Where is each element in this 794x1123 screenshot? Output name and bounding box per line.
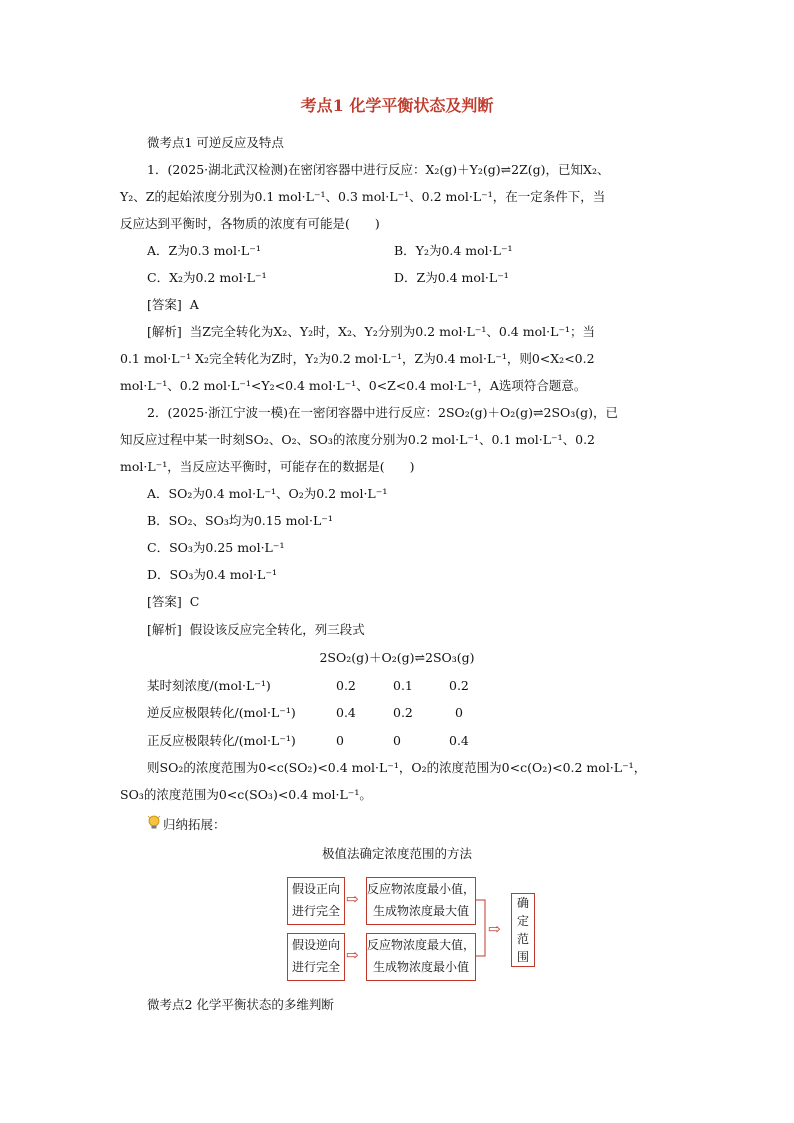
range-char: 定: [516, 914, 529, 928]
q2-row-value: 0: [336, 733, 344, 748]
q2-row-value: 0: [393, 733, 401, 748]
q2-row-value: 0: [455, 705, 463, 720]
q2-analysis-row: [147, 622, 365, 638]
q2-answer-label: [答案]: [147, 594, 182, 609]
q2-option-b: B．SO₂、SO₃均为0.15 mol·L⁻¹: [147, 513, 333, 528]
box-forward-result-line1: 反应物浓度最小值，: [367, 882, 476, 896]
q2-row-value: 0.4: [449, 733, 469, 748]
box-reverse-result: [366, 933, 476, 981]
arrow-right-icon: ⇨: [346, 946, 359, 964]
range-char: 范: [516, 932, 529, 946]
range-char: 确: [516, 896, 529, 910]
box-forward-result-line2: 生成物浓度最大值: [372, 904, 469, 918]
diagram-title: 极值法确定浓度范围的方法: [321, 846, 472, 861]
q2-answer-row: [147, 594, 199, 610]
q2-row-label: 某时刻浓度/(mol·L⁻¹): [147, 678, 271, 693]
box-assume-forward-line2: 进行完全: [291, 904, 340, 918]
q1-analysis-1: 当Z完全转化为X₂、Y₂时，X₂、Y₂分别为0.2 mol·L⁻¹、0.4 mol·L⁻¹；当: [189, 324, 595, 339]
box-forward-result: [366, 877, 476, 925]
box-assume-reverse-line2: 进行完全: [291, 960, 340, 974]
q2-row-value: 0.2: [393, 705, 413, 720]
q2-row-label: 逆反应极限转化/(mol·L⁻¹): [147, 705, 296, 720]
q2-line2: 知反应过程中某一时刻SO₂、O₂、SO₃的浓度分别为0.2 mol·L⁻¹、0.1 mol·L⁻¹、0.2: [120, 432, 596, 447]
q1-option-b: B．Y₂为0.4 mol·L⁻¹: [394, 243, 513, 258]
bracket: [475, 898, 489, 958]
q1-analysis-2: 0.1 mol·L⁻¹ X₂完全转化为Z时，Y₂为0.2 mol·L⁻¹，Z为0.4 mol·L⁻¹，则0<X₂<0.2: [120, 351, 595, 366]
q2-answer: C: [189, 594, 200, 609]
q1-line3: 反应达到平衡时，各物质的浓度有可能是( ): [120, 216, 380, 231]
q2-option-c: C．SO₃为0.25 mol·L⁻¹: [147, 540, 285, 555]
q2-row-value: 0.2: [336, 678, 356, 693]
q1-answer-row: [147, 297, 199, 313]
q2-row-value: 0.1: [393, 678, 413, 693]
q2-row-value: 0.2: [449, 678, 469, 693]
q2-row-value: 0.4: [336, 705, 356, 720]
box-determine-range: [511, 893, 535, 967]
q1-option-a: A．Z为0.3 mol·L⁻¹: [147, 243, 261, 258]
q2-conclusion-2: SO₃的浓度范围为0<c(SO₃)<0.4 mol·L⁻¹。: [120, 787, 372, 802]
box-assume-reverse: [287, 933, 345, 981]
page-title: 考点1 化学平衡状态及判断: [300, 96, 494, 115]
q1-analysis-3: mol·L⁻¹、0.2 mol·L⁻¹<Y₂<0.4 mol·L⁻¹、0<Z<0.4 mol·L⁻¹，A选项符合题意。: [120, 378, 587, 393]
q2-analysis-1: 假设该反应完全转化，列三段式: [189, 622, 365, 637]
box-assume-forward-line1: 假设正向: [291, 882, 340, 896]
q1-option-d: D．Z为0.4 mol·L⁻¹: [394, 270, 509, 285]
q1-answer: A: [189, 297, 199, 312]
arrow-right-icon: ⇨: [346, 890, 359, 908]
q2-line3: mol·L⁻¹，当反应达平衡时，可能存在的数据是( ): [120, 459, 415, 474]
lightbulb-icon: [147, 815, 161, 831]
q1-answer-label: [答案]: [147, 297, 182, 312]
box-reverse-result-line1: 反应物浓度最大值，: [367, 938, 476, 952]
q2-row-label: 正反应极限转化/(mol·L⁻¹): [147, 733, 296, 748]
section-heading-1: 微考点1 可逆反应及特点: [147, 135, 284, 150]
section-heading-2: 微考点2 化学平衡状态的多维判断: [147, 997, 334, 1012]
q2-option-d: D．SO₃为0.4 mol·L⁻¹: [147, 567, 277, 582]
q2-line1: 2．(2025·浙江宁波一模)在一密闭容器中进行反应：2SO₂(g)＋O₂(g)⇌2SO₃(g)，已: [147, 405, 619, 420]
range-char: 围: [516, 950, 529, 964]
arrow-right-icon: ⇨: [488, 920, 501, 938]
summary-label: 归纳拓展：: [163, 817, 226, 832]
q1-analysis-row: [147, 324, 595, 340]
q2-option-a: A．SO₂为0.4 mol·L⁻¹、O₂为0.2 mol·L⁻¹: [147, 486, 388, 501]
q2-conclusion-1: 则SO₂的浓度范围为0<c(SO₂)<0.4 mol·L⁻¹，O₂的浓度范围为0<c(O₂)<0.2 mol·L⁻¹，: [147, 760, 647, 775]
box-reverse-result-line2: 生成物浓度最小值: [372, 960, 469, 974]
q1-line1: 1．(2025·湖北武汉检测)在密闭容器中进行反应：X₂(g)＋Y₂(g)⇌2Z(g)，已知X₂、: [147, 162, 610, 177]
q2-analysis-label: [解析]: [147, 622, 182, 637]
q1-analysis-label: [解析]: [147, 324, 182, 339]
box-assume-reverse-line1: 假设逆向: [291, 938, 340, 952]
box-assume-forward: [287, 877, 345, 925]
q2-equation: 2SO₂(g)＋O₂(g)⇌2SO₃(g): [319, 650, 475, 665]
q1-line2: Y₂、Z的起始浓度分别为0.1 mol·L⁻¹、0.3 mol·L⁻¹、0.2 mol·L⁻¹，在一定条件下，当: [120, 189, 606, 204]
q1-option-c: C．X₂为0.2 mol·L⁻¹: [147, 270, 267, 285]
